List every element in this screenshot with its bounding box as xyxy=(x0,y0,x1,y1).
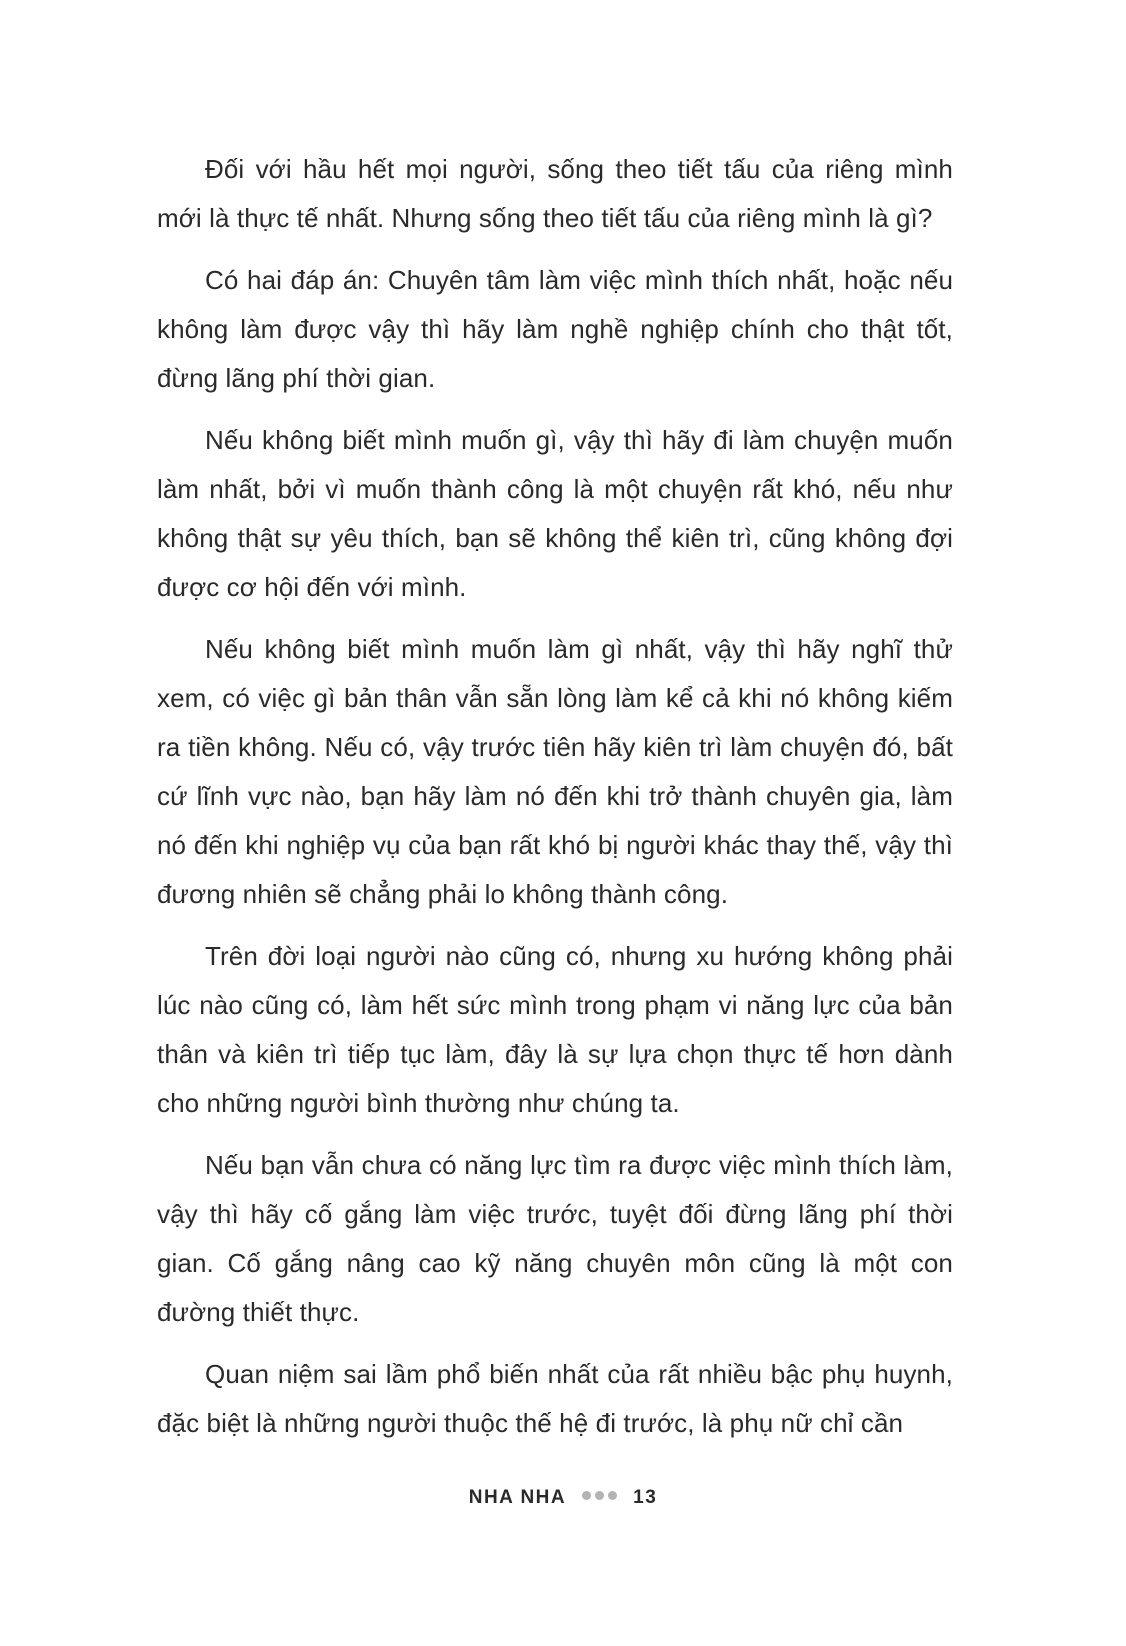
paragraph: Có hai đáp án: Chuyên tâm làm việc mình thích nhất, hoặc nếu không làm được vậy thì hãy làm nghề nghiệp chính cho thật tốt, đừng lãng phí thời gian. xyxy=(157,265,953,393)
paragraph: Quan niệm sai lầm phổ biến nhất của rất nhiều bậc phụ huynh, đặc biệt là những người thuộc thế hệ đi trước, là phụ nữ chỉ cần xyxy=(157,1359,953,1438)
paragraph: Nếu không biết mình muốn làm gì nhất, vậy thì hãy nghĩ thử xem, có việc gì bản thân vẫn sẵn lòng làm kể cả khi nó không kiếm ra tiền không. Nếu có, vậy trước tiên hãy kiên trì làm chuyện đó, bất cứ lĩnh vực nào, bạn hãy làm nó đến khi trở thành chuyên gia, làm nó đến khi nghiệp vụ của bạn rất khó bị người khác thay thế, vậy thì đương nhiên sẽ chẳng phải lo không thành công. xyxy=(157,634,953,909)
paragraph: Đối với hầu hết mọi người, sống theo tiết tấu của riêng mình mới là thực tế nhất. Nhưng sống theo tiết tấu của riêng mình là gì? xyxy=(157,154,953,233)
body-text xyxy=(157,145,953,1461)
footer-author: NHA NHA xyxy=(468,1487,567,1509)
page-number: 13 xyxy=(633,1487,658,1509)
dot-icon xyxy=(582,1491,591,1500)
footer-separator-dots xyxy=(580,1487,619,1509)
paragraph: Nếu bạn vẫn chưa có năng lực tìm ra được việc mình thích làm, vậy thì hãy cố gắng làm việc trước, tuyệt đối đừng lãng phí thời gian. Cố gắng nâng cao kỹ năng chuyên môn cũng là một con đường thiết thực. xyxy=(157,1150,953,1327)
dot-icon xyxy=(608,1491,617,1500)
dot-icon xyxy=(595,1491,604,1500)
paragraph: Trên đời loại người nào cũng có, nhưng xu hướng không phải lúc nào cũng có, làm hết sức mình trong phạm vi năng lực của bản thân và kiên trì tiếp tục làm, đây là sự lựa chọn thực tế hơn dành cho những người bình thường như chúng ta. xyxy=(157,941,953,1118)
page-footer xyxy=(0,1487,1126,1509)
paragraph: Nếu không biết mình muốn gì, vậy thì hãy đi làm chuyện muốn làm nhất, bởi vì muốn thành công là một chuyện rất khó, nếu như không thật sự yêu thích, bạn sẽ không thể kiên trì, cũng không đợi được cơ hội đến với mình. xyxy=(157,425,953,602)
